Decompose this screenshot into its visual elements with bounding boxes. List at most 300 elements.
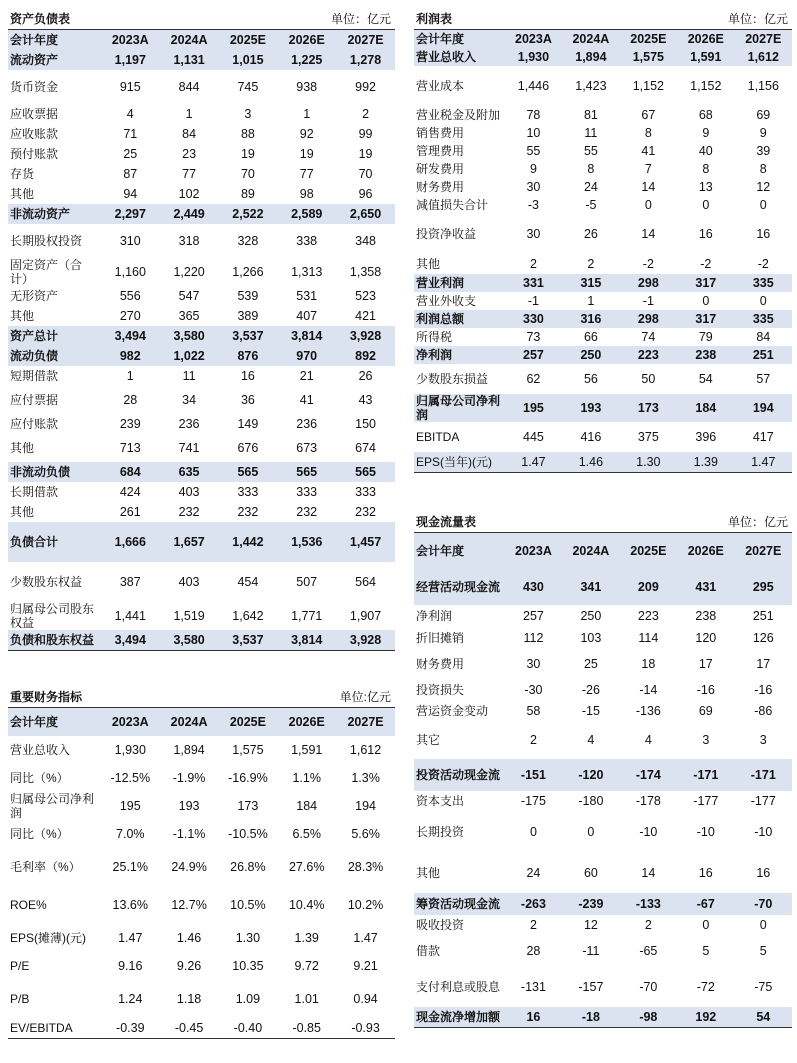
- value-cell: 992: [355, 80, 376, 94]
- value-cell: 1,930: [505, 48, 562, 66]
- value-cell: -3: [527, 198, 539, 212]
- value-cell: -136: [635, 704, 661, 718]
- value-cell: 0: [759, 198, 767, 212]
- year-header-cell: 2027E: [336, 30, 395, 50]
- value-cell: 270: [119, 309, 141, 323]
- row-label: 应收账款: [10, 127, 59, 141]
- year-header-cell: 2024A: [562, 30, 619, 48]
- row-label: 净利润: [416, 609, 453, 623]
- value-cell: 50: [641, 372, 656, 386]
- value-cell: 2: [362, 107, 370, 121]
- value-cell: 257: [523, 609, 544, 623]
- value-cell: 982: [101, 346, 160, 366]
- row-label: 无形资产: [10, 289, 59, 303]
- year-header-cell: 2025E: [219, 708, 278, 736]
- row-label: 减值损失合计: [416, 198, 489, 212]
- value-cell: -5: [585, 198, 597, 212]
- value-cell: 18: [641, 657, 656, 671]
- value-cell: 41: [641, 144, 656, 158]
- table-row: [8, 286, 395, 306]
- value-cell: -67: [677, 893, 734, 915]
- value-cell: 195: [505, 394, 562, 422]
- year-header-cell: 2023A: [505, 30, 562, 48]
- table-row: [8, 104, 395, 124]
- table-row: [414, 915, 792, 935]
- panel-header: [8, 686, 395, 708]
- row-label: 折旧摊销: [416, 631, 465, 645]
- table-row: [414, 605, 792, 627]
- value-cell: -239: [562, 893, 619, 915]
- value-cell: 66: [583, 330, 598, 344]
- value-cell: 1.39: [294, 931, 319, 945]
- value-cell: 1,358: [349, 265, 382, 279]
- value-cell: 1.46: [176, 931, 202, 945]
- value-cell: 424: [119, 485, 141, 499]
- value-cell: 1,894: [173, 743, 205, 757]
- value-cell: 1,266: [232, 265, 264, 279]
- value-cell: 317: [677, 310, 734, 328]
- table-row: [8, 792, 395, 820]
- value-cell: -178: [635, 794, 661, 808]
- table-row: [8, 820, 395, 848]
- value-cell: 2: [644, 918, 652, 932]
- value-cell: 556: [119, 289, 141, 303]
- row-label: 会计年度: [8, 30, 101, 50]
- value-cell: 24.9%: [171, 860, 207, 874]
- row-label: 吸收投资: [416, 918, 465, 932]
- table-row: [414, 1007, 792, 1027]
- value-cell: 16: [756, 866, 771, 880]
- table-row: [8, 184, 395, 204]
- row-label: 投资净收益: [416, 227, 477, 241]
- value-cell: 5: [702, 944, 710, 958]
- value-cell: 28: [526, 944, 541, 958]
- value-cell: -120: [562, 759, 619, 791]
- value-cell: 79: [698, 330, 713, 344]
- value-cell: 403: [178, 575, 200, 589]
- year-header-cell: 2025E: [620, 30, 677, 48]
- value-cell: 333: [237, 485, 259, 499]
- row-label: 归属母公司净利润: [414, 394, 505, 422]
- value-cell: 3: [702, 733, 710, 747]
- value-cell: 317: [677, 274, 734, 292]
- year-header-cell: 2024A: [160, 30, 219, 50]
- value-cell: 1,612: [349, 743, 382, 757]
- value-cell: 9.16: [118, 959, 143, 973]
- value-cell: 238: [695, 609, 717, 623]
- value-cell: 674: [355, 441, 376, 455]
- value-cell: 81: [583, 108, 598, 122]
- value-cell: 257: [505, 346, 562, 364]
- value-cell: 713: [119, 441, 141, 455]
- value-cell: 523: [355, 289, 376, 303]
- value-cell: 114: [638, 631, 659, 645]
- financial-table: [8, 30, 395, 651]
- table-row: [8, 462, 395, 482]
- value-cell: 3,537: [219, 326, 278, 346]
- value-cell: 238: [677, 346, 734, 364]
- value-cell: 250: [580, 609, 602, 623]
- value-cell: 184: [677, 394, 734, 422]
- value-cell: 2,449: [160, 204, 219, 224]
- table-row: [414, 124, 792, 142]
- table-row: [8, 204, 395, 224]
- row-label: 同比（%）: [10, 827, 69, 841]
- value-cell: 24: [583, 180, 598, 194]
- table-row: [8, 848, 395, 886]
- value-cell: 251: [752, 609, 774, 623]
- value-cell: 223: [637, 609, 659, 623]
- year-header-cell: 2026E: [277, 30, 336, 50]
- income-statement-panel: [414, 8, 792, 498]
- year-header-cell: 2026E: [677, 30, 734, 48]
- value-cell: -171: [735, 759, 792, 791]
- value-cell: 10: [526, 126, 541, 140]
- value-cell: 250: [562, 346, 619, 364]
- value-cell: 1,152: [632, 79, 664, 93]
- value-cell: 1: [303, 107, 311, 121]
- value-cell: 3: [759, 733, 767, 747]
- row-label: 会计年度: [414, 533, 505, 569]
- value-cell: -70: [639, 980, 658, 994]
- table-row: [8, 124, 395, 144]
- value-cell: 328: [237, 234, 259, 248]
- value-cell: 239: [119, 417, 141, 431]
- panel-title: 资产负债表: [10, 12, 71, 26]
- table-row: [8, 386, 395, 414]
- value-cell: -12.5%: [110, 771, 151, 785]
- value-cell: 1.3%: [351, 771, 380, 785]
- row-label: 营业外收支: [416, 294, 477, 308]
- row-label: 营业税金及附加: [416, 108, 501, 122]
- value-cell: 298: [620, 274, 677, 292]
- row-label: 短期借款: [10, 369, 59, 383]
- value-cell: 1.18: [176, 992, 202, 1006]
- row-label: 应付账款: [10, 417, 59, 431]
- value-cell: 3,580: [160, 326, 219, 346]
- row-label: 少数股东损益: [416, 372, 489, 386]
- table-row: [414, 853, 792, 893]
- value-cell: 3,928: [336, 630, 395, 650]
- year-header-cell: 2023A: [505, 533, 562, 569]
- value-cell: 2: [529, 257, 537, 271]
- table-row: [414, 394, 792, 422]
- year-header-cell: 2024A: [160, 708, 219, 736]
- value-cell: 1,220: [173, 265, 205, 279]
- value-cell: 2,589: [277, 204, 336, 224]
- value-cell: 396: [695, 430, 717, 444]
- value-cell: 1,536: [277, 522, 336, 562]
- value-cell: 26.8%: [230, 860, 266, 874]
- value-cell: 6.5%: [292, 827, 321, 841]
- panel-header: [414, 511, 792, 533]
- value-cell: 315: [562, 274, 619, 292]
- value-cell: 232: [355, 505, 376, 519]
- value-cell: 335: [735, 310, 792, 328]
- row-label: EPS(当年)(元): [414, 452, 505, 472]
- value-cell: -175: [520, 794, 546, 808]
- table-row: [414, 274, 792, 292]
- panel-title: 现金流量表: [416, 515, 477, 529]
- value-cell: 16: [240, 369, 255, 383]
- value-cell: 67: [641, 108, 656, 122]
- value-cell: 676: [237, 441, 259, 455]
- value-cell: 1.30: [235, 931, 261, 945]
- value-cell: 531: [296, 289, 318, 303]
- value-cell: 5.6%: [351, 827, 380, 841]
- value-cell: 126: [752, 631, 774, 645]
- value-cell: 16: [505, 1007, 562, 1027]
- value-cell: 19: [299, 147, 314, 161]
- value-cell: 17: [698, 657, 713, 671]
- value-cell: 375: [637, 430, 659, 444]
- value-cell: 69: [698, 704, 713, 718]
- value-cell: 1.24: [118, 992, 143, 1006]
- row-label: 负债和股东权益: [8, 630, 101, 650]
- row-label: P/B: [10, 992, 30, 1006]
- value-cell: 232: [178, 505, 200, 519]
- value-cell: -131: [520, 980, 546, 994]
- row-label: 其他: [416, 866, 441, 880]
- value-cell: 173: [620, 394, 677, 422]
- value-cell: 0: [702, 918, 710, 932]
- row-label: 同比（%）: [10, 771, 69, 785]
- value-cell: -0.40: [219, 1018, 278, 1038]
- value-cell: 673: [296, 441, 318, 455]
- value-cell: -0.93: [336, 1018, 395, 1038]
- row-label: 流动负债: [8, 346, 101, 366]
- row-label: 其他: [10, 187, 35, 201]
- value-cell: 684: [101, 462, 160, 482]
- value-cell: 193: [178, 799, 200, 813]
- row-label: P/E: [10, 959, 30, 973]
- row-label: 非流动负债: [8, 462, 101, 482]
- value-cell: 9: [702, 126, 710, 140]
- value-cell: -98: [620, 1007, 677, 1027]
- table-row: [414, 160, 792, 178]
- value-cell: 9.72: [294, 959, 319, 973]
- value-cell: -10: [696, 825, 715, 839]
- table-row: [414, 679, 792, 701]
- row-label: 非流动资产: [8, 204, 101, 224]
- value-cell: 21: [299, 369, 314, 383]
- row-label: 会计年度: [8, 708, 101, 736]
- value-cell: -30: [524, 683, 543, 697]
- value-cell: 261: [119, 505, 141, 519]
- value-cell: 0: [759, 294, 767, 308]
- value-cell: 1,591: [291, 743, 323, 757]
- value-cell: 70: [240, 167, 255, 181]
- value-cell: 84: [182, 127, 197, 141]
- value-cell: 12: [583, 918, 598, 932]
- value-cell: 938: [296, 80, 318, 94]
- row-label: 应付票据: [10, 393, 59, 407]
- table-row: [8, 306, 395, 326]
- value-cell: 1.01: [294, 992, 319, 1006]
- value-cell: 335: [735, 274, 792, 292]
- table-row: [414, 292, 792, 310]
- value-cell: 1,907: [349, 609, 382, 623]
- value-cell: -2: [757, 257, 769, 271]
- table-row: [414, 178, 792, 196]
- table-row: [8, 326, 395, 346]
- value-cell: 7.0%: [116, 827, 145, 841]
- value-cell: -2: [642, 257, 654, 271]
- key-ratios-panel: [8, 686, 395, 1054]
- value-cell: 70: [358, 167, 373, 181]
- value-cell: 539: [237, 289, 259, 303]
- value-cell: 13.6%: [112, 898, 148, 912]
- table-row: [8, 502, 395, 522]
- value-cell: 71: [123, 127, 138, 141]
- value-cell: 1,894: [562, 48, 619, 66]
- row-label: EBITDA: [416, 430, 460, 444]
- year-header-cell: 2023A: [101, 30, 160, 50]
- row-label: 销售费用: [416, 126, 465, 140]
- value-cell: 43: [358, 393, 373, 407]
- value-cell: 365: [178, 309, 200, 323]
- row-label: 长期投资: [416, 825, 465, 839]
- year-header-cell: 2026E: [677, 533, 734, 569]
- row-label: 筹资活动现金流: [414, 893, 505, 915]
- value-cell: 5: [759, 944, 767, 958]
- value-cell: 2: [529, 918, 537, 932]
- value-cell: 58: [526, 704, 541, 718]
- value-cell: 56: [583, 372, 598, 386]
- value-cell: 417: [752, 430, 774, 444]
- value-cell: -1: [527, 294, 539, 308]
- value-cell: 1.39: [677, 452, 734, 472]
- value-cell: 1,575: [232, 743, 264, 757]
- value-cell: 1,441: [114, 609, 146, 623]
- value-cell: 507: [296, 575, 318, 589]
- value-cell: -1: [642, 294, 654, 308]
- value-cell: -16.9%: [228, 771, 268, 785]
- value-cell: 92: [299, 127, 314, 141]
- row-label: 利润总额: [414, 310, 505, 328]
- value-cell: 98: [299, 187, 314, 201]
- value-cell: 103: [580, 631, 602, 645]
- row-label: 其他: [10, 441, 35, 455]
- value-cell: 209: [620, 569, 677, 605]
- row-label: 财务费用: [416, 657, 465, 671]
- row-label: EV/EBITDA: [8, 1018, 101, 1038]
- value-cell: -16: [754, 683, 773, 697]
- value-cell: 1,313: [291, 265, 323, 279]
- value-cell: -72: [696, 980, 715, 994]
- value-cell: -157: [578, 980, 604, 994]
- value-cell: 16: [698, 227, 713, 241]
- value-cell: 564: [355, 575, 376, 589]
- value-cell: 295: [735, 569, 792, 605]
- value-cell: -65: [639, 944, 658, 958]
- panel-header: [8, 8, 395, 30]
- value-cell: 11: [182, 369, 196, 383]
- table-row: [414, 452, 792, 472]
- value-cell: 10.2%: [347, 898, 384, 912]
- value-cell: 84: [756, 330, 771, 344]
- value-cell: 96: [358, 187, 373, 201]
- balance-sheet-panel: [8, 8, 395, 660]
- value-cell: 73: [526, 330, 541, 344]
- value-cell: 0: [529, 825, 537, 839]
- value-cell: 60: [583, 866, 598, 880]
- row-label: 财务费用: [416, 180, 465, 194]
- value-cell: 1,575: [620, 48, 677, 66]
- row-label: 资产总计: [8, 326, 101, 346]
- row-label: 毛利率（%）: [10, 860, 81, 874]
- value-cell: 13: [698, 180, 713, 194]
- table-row: [8, 980, 395, 1018]
- value-cell: 11: [584, 126, 598, 140]
- row-label: 投资损失: [416, 683, 465, 697]
- value-cell: 40: [698, 144, 713, 158]
- value-cell: 39: [756, 144, 771, 158]
- value-cell: 19: [240, 147, 255, 161]
- row-label: 所得税: [416, 330, 453, 344]
- value-cell: 193: [562, 394, 619, 422]
- year-header-cell: 2023A: [101, 708, 160, 736]
- year-header-cell: 2027E: [336, 708, 395, 736]
- value-cell: -180: [578, 794, 604, 808]
- table-row: [8, 630, 395, 650]
- value-cell: 1,156: [747, 79, 779, 93]
- table-row: [8, 346, 395, 366]
- value-cell: 54: [735, 1007, 792, 1027]
- value-cell: 407: [296, 309, 318, 323]
- value-cell: 333: [296, 485, 318, 499]
- value-cell: 25.1%: [112, 860, 148, 874]
- value-cell: 1.47: [735, 452, 792, 472]
- row-label: 经营活动现金流: [414, 569, 505, 605]
- value-cell: 8: [759, 162, 767, 176]
- value-cell: 28.3%: [347, 860, 384, 874]
- value-cell: 3,537: [219, 630, 278, 650]
- value-cell: 387: [119, 575, 141, 589]
- row-label: 支付利息或股息: [416, 980, 501, 994]
- panel-unit: 单位：亿元: [727, 12, 788, 26]
- value-cell: 1.09: [235, 992, 261, 1006]
- value-cell: 19: [358, 147, 373, 161]
- value-cell: 1,666: [101, 522, 160, 562]
- row-label: 负债合计: [8, 522, 101, 562]
- value-cell: -263: [505, 893, 562, 915]
- value-cell: 3,494: [101, 630, 160, 650]
- value-cell: 251: [735, 346, 792, 364]
- value-cell: 8: [702, 162, 710, 176]
- value-cell: 0: [644, 198, 652, 212]
- table-row: [8, 70, 395, 104]
- value-cell: -86: [754, 704, 773, 718]
- table-row: [8, 886, 395, 924]
- value-cell: 12: [756, 180, 771, 194]
- table-row: [414, 791, 792, 811]
- value-cell: 1,160: [114, 265, 146, 279]
- value-cell: 69: [756, 108, 771, 122]
- value-cell: 0: [702, 198, 710, 212]
- value-cell: 338: [296, 234, 318, 248]
- value-cell: 0: [587, 825, 595, 839]
- value-cell: 421: [355, 309, 376, 323]
- row-label: 营业总收入: [10, 743, 71, 757]
- value-cell: 55: [526, 144, 541, 158]
- row-label: 归属母公司股东权益: [10, 602, 95, 630]
- value-cell: 87: [123, 167, 138, 181]
- value-cell: 3,494: [101, 326, 160, 346]
- value-cell: 3,580: [160, 630, 219, 650]
- table-row: [414, 66, 792, 106]
- table-row: [414, 759, 792, 791]
